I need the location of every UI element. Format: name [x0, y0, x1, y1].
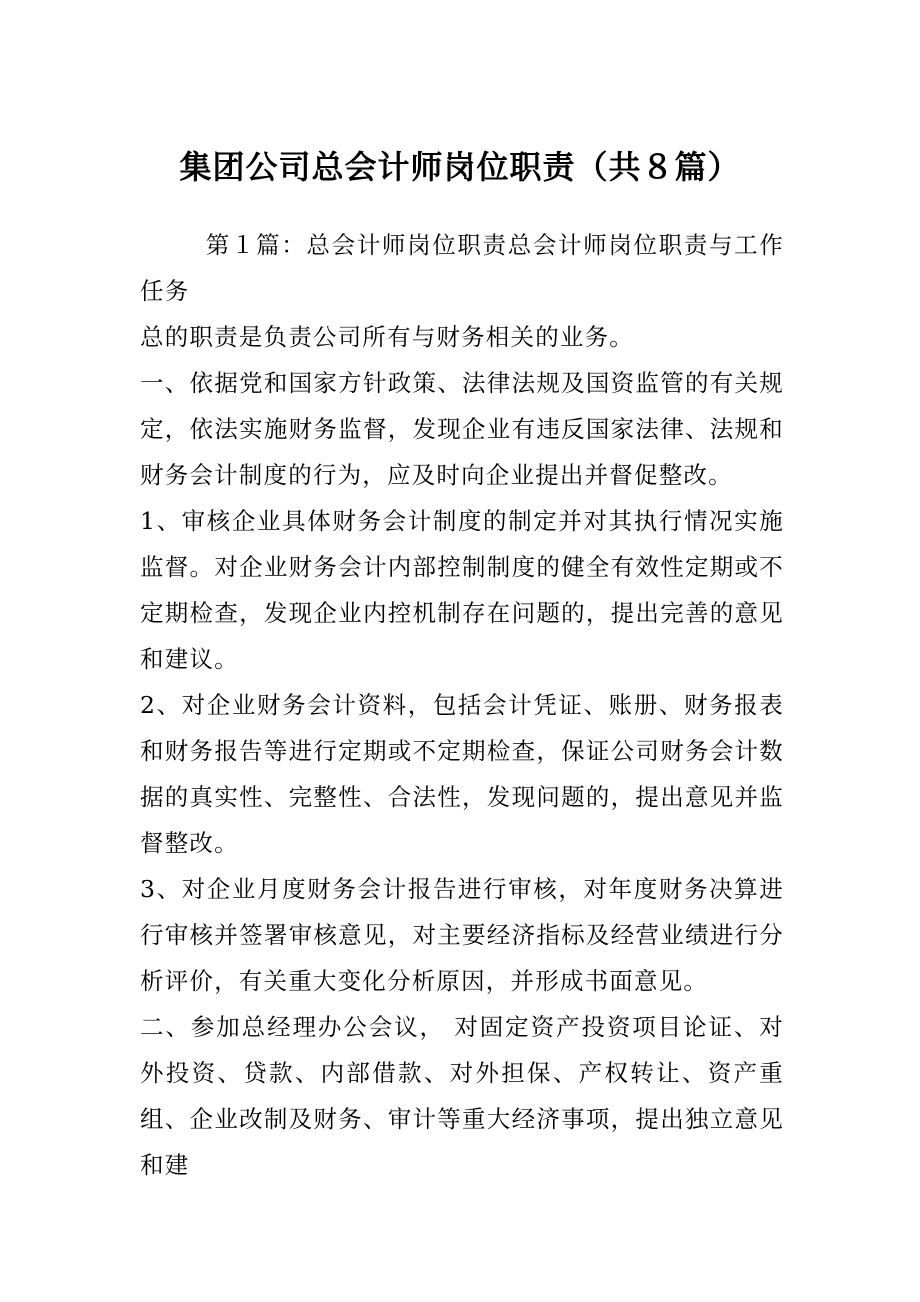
paragraph-chapter-heading: 第１篇：总会计师岗位职责总会计师岗位职责与工作任务: [140, 231, 784, 305]
paragraph-item-1: 1、审核企业具体财务会计制度的制定并对其执行情况实施监督。对企业财务会计内部控制制度的健全有效性定期或不定期检查，发现企业内控机制存在问题的，提出完善的意见和建议。: [140, 507, 784, 673]
paragraph-section-one: 一、依据党和国家方针政策、法律法规及国资监管的有关规定，依法实施财务监督，发现企业有违反国家法律、法规和财务会计制度的行为，应及时向企业提出并督促整改。: [140, 369, 784, 489]
paragraph-section-two: 二、参加总经理办公会议， 对固定资产投资项目论证、对外投资、贷款、内部借款、对外担保、产权转让、资产重组、企业改制及财务、审计等重大经济事项，提出独立意见和建: [140, 1013, 784, 1179]
document-body: [140, 222, 784, 1188]
paragraph-item-3: 3、对企业月度财务会计报告进行审核，对年度财务决算进行审核并签署审核意见，对主要经济指标及经营业绩进行分析评价，有关重大变化分析原因，并形成书面意见。: [140, 875, 784, 995]
paragraph-item-2: 2、对企业财务会计资料，包括会计凭证、账册、财务报表和财务报告等进行定期或不定期检查，保证公司财务会计数据的真实性、完整性、合法性，发现问题的，提出意见并监督整改。: [140, 691, 784, 857]
document-title: 集团公司总会计师岗位职责（共８篇）: [179, 148, 741, 186]
paragraph-general-duty: 总的职责是负责公司所有与财务相关的业务。: [140, 323, 634, 351]
